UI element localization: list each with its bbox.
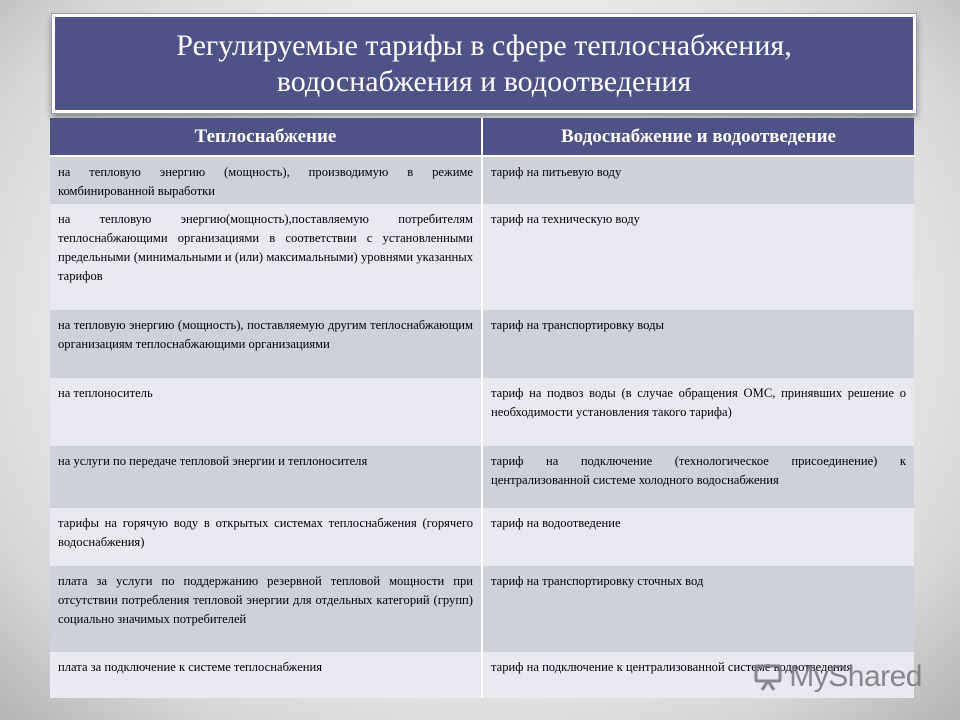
water-tariff-cell: тариф на подключение (технологическое присоединение) к централизованной системе холодного водоснабжения xyxy=(482,446,914,508)
table-row xyxy=(50,156,914,204)
water-tariff-cell: тариф на техническую воду xyxy=(482,204,914,310)
heat-tariff-cell: на теплоноситель xyxy=(50,378,482,446)
heat-tariff-cell: на тепловую энергию(мощность),поставляемую потребителям теплоснабжающими организациями в соответствии с установленными предельными (минимальными и (или) максимальными) уровнями указанных тарифов xyxy=(50,204,482,310)
water-tariff-cell: тариф на подвоз воды (в случае обращения ОМС, принявших решение о необходимости установления такого тарифа) xyxy=(482,378,914,446)
table-row xyxy=(50,566,914,652)
water-tariff-cell: тариф на питьевую воду xyxy=(482,156,914,204)
heat-tariff-cell: плата за услуги по поддержанию резервной тепловой мощности при отсутствии потребления тепловой энергии для отдельных категорий (групп) социально значимых потребителей xyxy=(50,566,482,652)
water-tariff-cell: тариф на водоотведение xyxy=(482,508,914,566)
presentation-board-icon xyxy=(753,662,783,692)
heat-tariff-cell: на тепловую энергию (мощность), производимую в режиме комбинированной выработки xyxy=(50,156,482,204)
heat-tariff-cell: плата за подключение к системе теплоснабжения xyxy=(50,652,482,698)
heat-tariff-cell: на услуги по передаче тепловой энергии и теплоносителя xyxy=(50,446,482,508)
table-row xyxy=(50,378,914,446)
water-tariff-cell: тариф на транспортировку воды xyxy=(482,310,914,378)
table-header-row xyxy=(50,118,914,156)
tariff-table xyxy=(50,118,914,698)
slide-title xyxy=(104,28,864,100)
heat-tariff-cell: тарифы на горячую воду в открытых системах теплоснабжения (горячего водоснабжения) xyxy=(50,508,482,566)
water-tariff-cell: тариф на подключение к централизованной системе водоотведения xyxy=(482,652,914,698)
header-heat-supply: Теплоснабжение xyxy=(50,118,482,156)
table-row xyxy=(50,204,914,310)
table-row xyxy=(50,508,914,566)
watermark xyxy=(753,660,922,694)
table-row xyxy=(50,446,914,508)
water-tariff-cell: тариф на транспортировку сточных вод xyxy=(482,566,914,652)
heat-tariff-cell: на тепловую энергию (мощность), поставляемую другим теплоснабжающим организациям теплоснабжающими организациями xyxy=(50,310,482,378)
table-row xyxy=(50,310,914,378)
header-water-supply: Водоснабжение и водоотведение xyxy=(482,118,914,156)
slide-title-box xyxy=(52,14,916,113)
slide-title-line-2: водоснабжения и водоотведения xyxy=(276,64,692,98)
slide-title-line-1: Регулируемые тарифы в сфере теплоснабжения, xyxy=(176,28,792,62)
watermark-text: MyShared xyxy=(789,660,922,693)
